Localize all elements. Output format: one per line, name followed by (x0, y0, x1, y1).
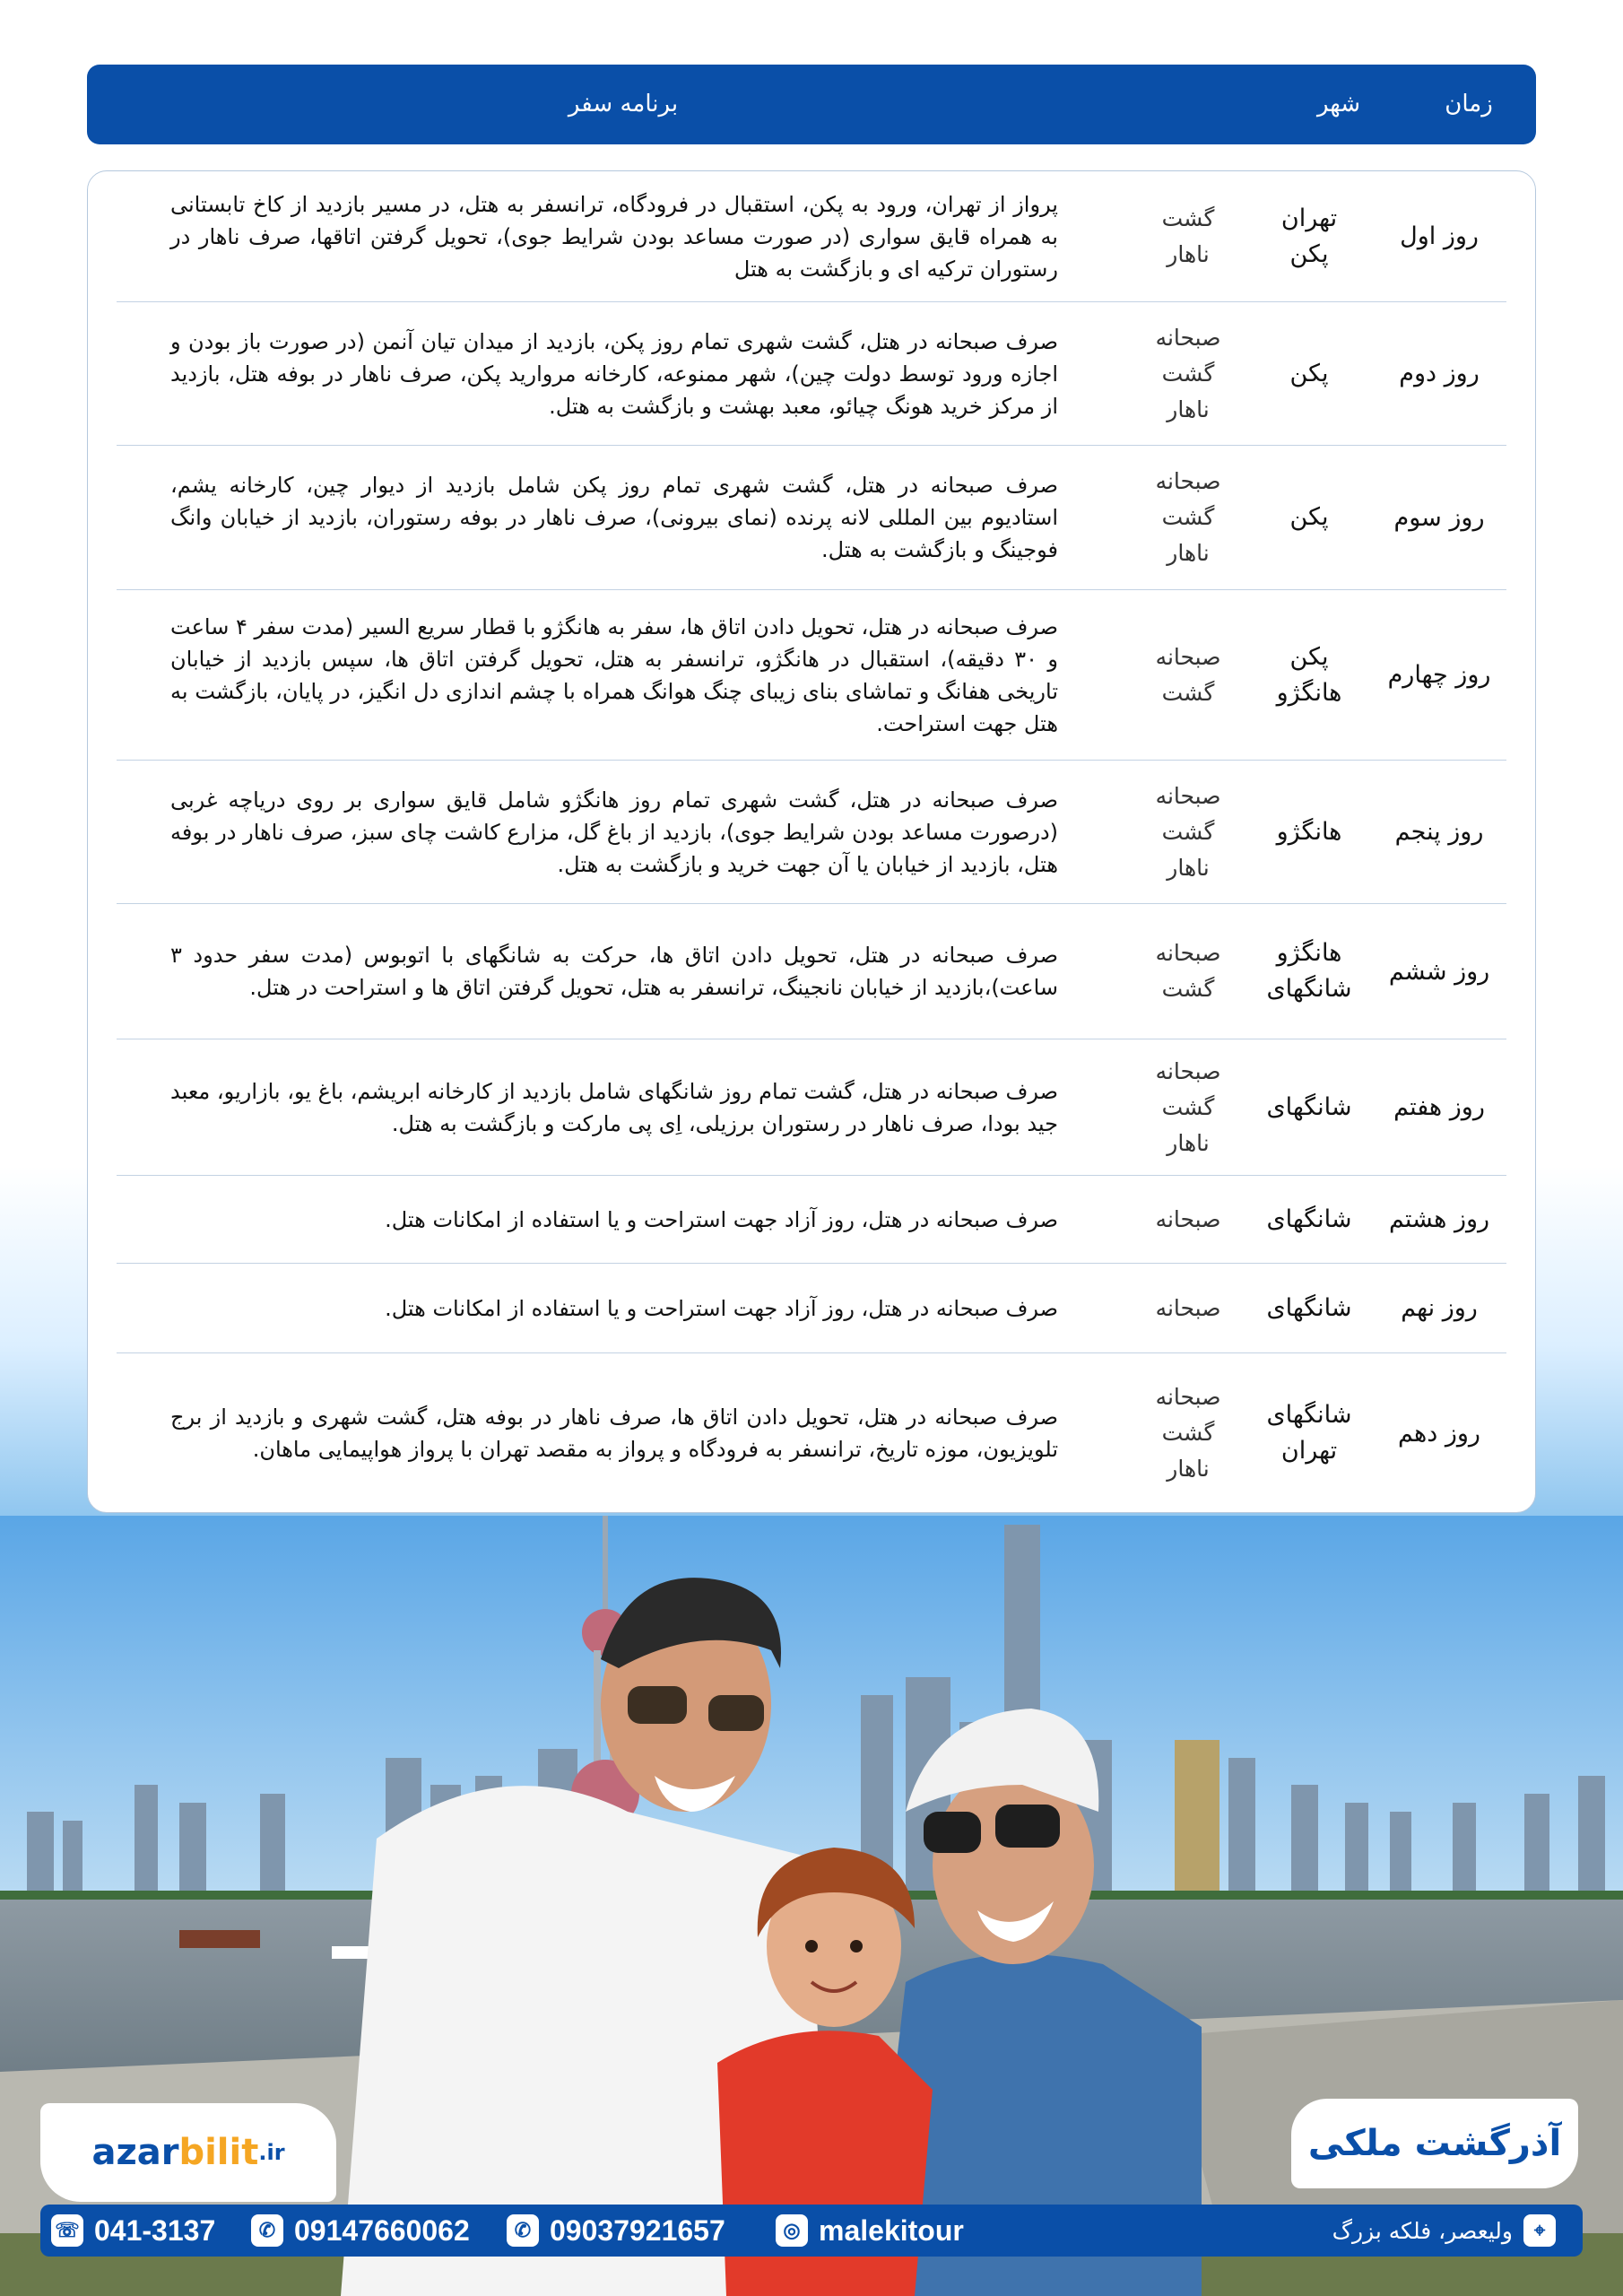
row-city: هانگژو شانگهای (1266, 939, 1352, 1003)
table-row (117, 446, 1506, 590)
row-city: تهران پکن (1280, 204, 1338, 268)
row-services: صبحانه گشت ناهار (1155, 1384, 1221, 1482)
table-row (117, 171, 1506, 302)
whatsapp-number-2[interactable]: ✆ 09037921657 (507, 2205, 725, 2257)
row-services: صبحانه گشت (1155, 940, 1221, 1002)
row-description: صرف صبحانه در هتل، گشت تمام روز شانگهای شامل بازدید از کارخانه ابریشم، باغ یو، بازاریو، معبد جید بودا، صرف ناهار در رستوران برزیلی، اِی پی مارکت و بازگشت به هتل. (170, 1078, 1058, 1136)
location-pin-icon: ⌖ (1523, 2214, 1556, 2247)
row-services: گشت ناهار (1161, 204, 1215, 267)
row-city: پکن (1289, 503, 1329, 531)
row-description: پرواز از تهران، ورود به پکن، استقبال در فرودگاه، ترانسفر به هتل، در مسیر بازدید از کاخ تابستانی به همراه قایق سواری (در صورت مساعد بودن شرایط جوی)، تحویل گرفتن اتاقها، صرف ناهار در رستوران ترکیه ای و بازگشت به هتل (170, 191, 1058, 282)
table-row (117, 590, 1506, 761)
row-city: پکن (1289, 359, 1329, 387)
row-day: روز پنجم (1394, 818, 1484, 846)
row-description: صرف صبحانه در هتل، تحویل دادن اتاق ها، حرکت به شانگهای با اتوبوس (مدت سفر حدود ۳ ساعت)،بازدید از خیابان نانجینگ، ترانسفر به هتل، تحویل گرفتن اتاق ها و استراحت در هتل. (170, 943, 1058, 1000)
table-row (117, 1176, 1506, 1264)
row-description: صرف صبحانه در هتل، گشت شهری تمام روز پکن، بازدید از میدان تیان آنمن (در صورت باز بودن و اجازه ورود توسط دولت چین)، شهر ممنوعه، کارخانه مروارید پکن، صرف ناهار در بوفه هتل، بازدید از مرکز خرید هونگ چیائو، معبد بهشت و بازگشت به هتل. (170, 328, 1058, 419)
row-description: صرف صبحانه در هتل، روز آزاد جهت استراحت و یا استفاده از امکانات هتل. (385, 1206, 1058, 1232)
header-day: زمان (1445, 91, 1493, 117)
row-day: روز نهم (1401, 1294, 1478, 1322)
phone-icon: ☏ (51, 2214, 83, 2247)
row-city: هانگژو (1276, 817, 1342, 846)
instagram-handle[interactable]: ◎ malekitour (776, 2205, 964, 2257)
office-phone[interactable]: ☏ 041-3137 (51, 2205, 215, 2257)
row-description: صرف صبحانه در هتل، روز آزاد جهت استراحت و یا استفاده از امکانات هتل. (385, 1295, 1058, 1321)
row-city: شانگهای (1266, 1293, 1352, 1322)
instagram-icon: ◎ (776, 2214, 808, 2247)
row-city: شانگهای (1266, 1092, 1352, 1121)
row-services: صبحانه گشت ناهار (1155, 1057, 1221, 1156)
table-row (117, 1039, 1506, 1176)
table-row (117, 904, 1506, 1039)
row-description: صرف صبحانه در هتل، تحویل دادن اتاق ها، سفر به هانگژو با قطار سریع السیر (مدت سفر ۴ ساعت و ۳۰ دقیقه)، استقبال در هانگژو، ترانسفر به هتل، تحویل گرفتن اتاق ها، سپس بازدید از خیابان تاریخی هفانگ و تماشای بنای زیبای چنگ هوانگ همراه با چشم اندازی دل انگیز، در پایان، بازگشت به هتل جهت استراحت. (170, 613, 1059, 736)
address: ⌖ ولیعصر، فلکه بزرگ (1332, 2205, 1556, 2257)
row-day: روز ششم (1388, 957, 1490, 986)
row-city: شانگهای (1266, 1205, 1352, 1233)
row-services: صبحانه گشت ناهار (1155, 468, 1221, 566)
table-row (117, 761, 1506, 904)
row-services: صبحانه (1155, 1205, 1221, 1232)
row-description: صرف صبحانه در هتل، تحویل دادن اتاق ها، صرف ناهار در بوفه هتل، گشت شهری و بازدید از برج تلویزیون، موزه تاریخ، ترانسفر به فرودگاه و پرواز به مقصد تهران با پرواز هواپیمایی ماهان. (170, 1405, 1058, 1462)
row-services: صبحانه (1155, 1294, 1221, 1321)
itinerary-table (87, 170, 1536, 1513)
header-program: برنامه سفر (568, 91, 679, 117)
whatsapp-number[interactable]: ✆ 09147660062 (251, 2205, 470, 2257)
row-day: روز دهم (1398, 1419, 1480, 1448)
agency-logo: آذرگشت ملکی (1291, 2099, 1578, 2188)
row-description: صرف صبحانه در هتل، گشت شهری تمام روز هانگژو شامل قایق سواری بر روی دریاچه غربی (درصورت مساعد بودن شرایط جوی)، بازدید از باغ گل، مزارع کاشت چای سبز، صرف ناهار در بوفه هتل، بازدید از خیابان یا آن جهت خرید و بازگشت به هتل. (170, 787, 1058, 877)
azarbilit-logo: azar bilit .ir (40, 2103, 336, 2202)
table-header (87, 65, 1536, 144)
row-services: صبحانه گشت ناهار (1155, 782, 1221, 881)
row-day: روز اول (1400, 222, 1479, 250)
whatsapp-icon: ✆ (251, 2214, 283, 2247)
row-day: روز هفتم (1393, 1093, 1485, 1121)
table-row (117, 1353, 1506, 1513)
row-day: روز سوم (1393, 503, 1485, 532)
row-city: پکن هانگژو (1276, 642, 1342, 707)
whatsapp-icon: ✆ (507, 2214, 539, 2247)
row-description: صرف صبحانه در هتل، گشت شهری تمام روز پکن شامل بازدید از دیوار چین، کارخانه یشم، استادیوم بین المللی لانه پرنده (نمای بیرونی)، صرف ناهار در بوفه رستوران، بازدید از خیابان وانگ فوجینگ و بازگشت به هتل. (170, 473, 1058, 562)
row-day: روز هشتم (1388, 1205, 1490, 1233)
row-services: صبحانه گشت (1155, 643, 1221, 706)
contact-bar (40, 2205, 1583, 2257)
header-city: شهر (1316, 91, 1361, 117)
table-row (117, 302, 1506, 446)
row-day: روز چهارم (1387, 661, 1491, 689)
row-city: شانگهای تهران (1266, 1401, 1352, 1465)
row-day: روز دوم (1399, 360, 1480, 387)
table-row (117, 1264, 1506, 1353)
row-services: صبحانه گشت ناهار (1155, 324, 1221, 422)
